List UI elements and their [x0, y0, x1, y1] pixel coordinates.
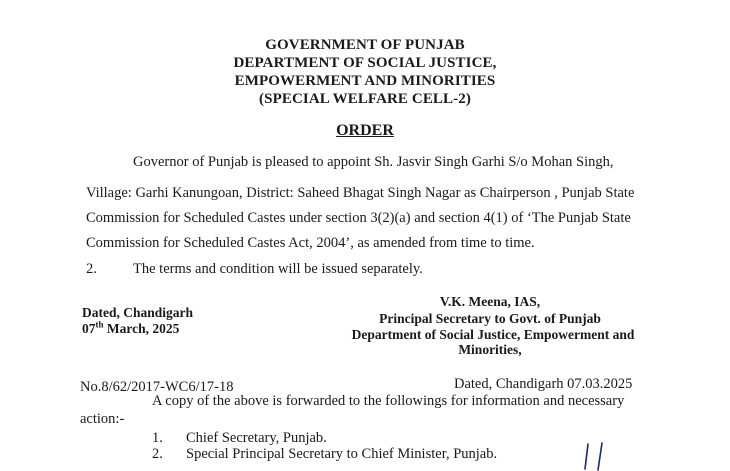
para2-number: 2. — [86, 261, 97, 277]
order-paragraph-line: Commission for Scheduled Castes Act, 2004’, as amended from time to time. — [86, 235, 535, 251]
order-paragraph-line: Commission for Scheduled Castes under section 3(2)(a) and section 4(1) of ‘The Punjab State — [86, 210, 631, 226]
dated-day: 07 — [82, 321, 96, 336]
endorsement-text-line: A copy of the above is forwarded to the followings for information and necessary — [152, 393, 625, 409]
dated-date — [82, 321, 179, 337]
endorsement-dated: Dated, Chandigarh 07.03.2025 — [454, 376, 633, 392]
signatory-name: V.K. Meena, IAS, — [439, 294, 541, 309]
endorsement-text-line: action:- — [80, 411, 125, 427]
endorsement-number: No.8/62/2017-WC6/17-18 — [80, 379, 234, 395]
handwritten-mark — [580, 438, 610, 471]
signatory-department-cont: Minorities, — [458, 342, 522, 357]
recipient-text: Special Principal Secretary to Chief Minister, Punjab. — [186, 446, 498, 462]
dated-day-suffix: th — [95, 319, 104, 330]
signatory-title: Principal Secretary to Govt. of Punjab — [379, 311, 601, 326]
recipient-text: Chief Secretary, Punjab. — [186, 430, 327, 446]
para2-text: The terms and condition will be issued separately. — [133, 261, 423, 277]
header-cell: (SPECIAL WELFARE CELL-2) — [259, 91, 471, 107]
dated-month-year: March, 2025 — [106, 321, 180, 336]
header-department-cont: EMPOWERMENT AND MINORITIES — [234, 73, 496, 89]
header-department: DEPARTMENT OF SOCIAL JUSTICE, — [233, 55, 497, 71]
order-title: ORDER — [336, 122, 394, 139]
recipient-number: 1. — [152, 430, 163, 446]
signatory-department: Department of Social Justice, Empowerment and — [351, 327, 635, 342]
header-government: GOVERNMENT OF PUNJAB — [265, 37, 465, 53]
dated-place: Dated, Chandigarh — [82, 305, 194, 320]
recipient-number: 2. — [152, 446, 163, 462]
order-paragraph-line: Governor of Punjab is pleased to appoint Sh. Jasvir Singh Garhi S/o Mohan Singh, — [133, 154, 614, 170]
order-paragraph-line: Village: Garhi Kanungoan, District: Saheed Bhagat Singh Nagar as Chairperson , Punjab State — [86, 185, 635, 201]
